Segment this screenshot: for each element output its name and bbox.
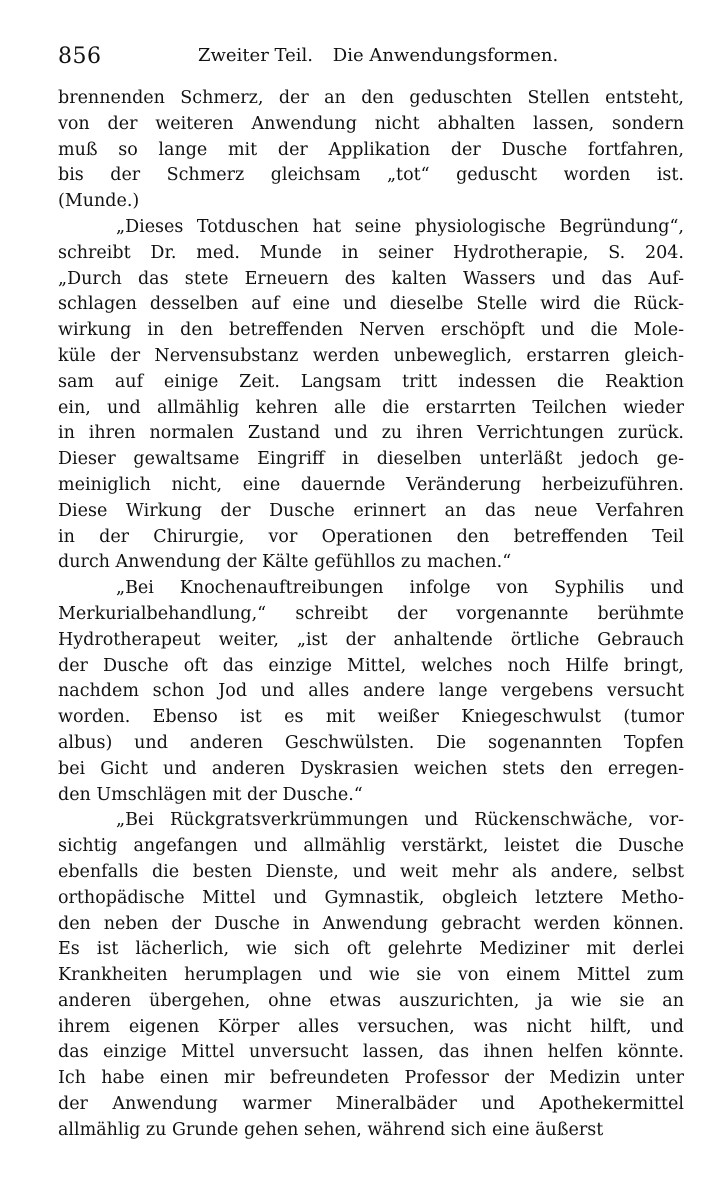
text-line: (Munde.) [58, 191, 140, 212]
page-header [58, 40, 684, 76]
text-line: „Durch das stete Erneuern des kalten Wassers und das Auf- [58, 268, 684, 289]
text-line: nachdem schon Jod und alles andere lange vergebens versucht [58, 681, 684, 702]
text-line: bei Gicht und anderen Dyskrasien weichen stets den erregen- [58, 758, 684, 779]
text-line: der Anwendung warmer Mineralbäder und Apothekermittel [58, 1094, 684, 1115]
paragraph [58, 86, 684, 215]
text-line: ihrem eigenen Körper alles versuchen, was nicht hilft, und [58, 1016, 684, 1037]
text-line: in der Chirurgie, vor Operationen den betreffenden Teil [58, 526, 684, 547]
text-line: den neben der Dusche in Anwendung gebracht werden können. [58, 913, 684, 934]
text-line: meiniglich nicht, eine dauernde Veränderung herbeizuführen. [58, 474, 684, 495]
text-line: Diese Wirkung der Dusche erinnert an das neue Verfahren [58, 500, 684, 521]
text-line: „Bei Rückgratsverkrümmungen und Rückenschwäche, vor- [116, 810, 684, 831]
running-head-section: Die Anwendungsformen. [332, 45, 559, 66]
text-line: „Dieses Totduschen hat seine physiologische Begründung“, [116, 216, 684, 237]
text-line: muß so lange mit der Applikation der Dusche fortfahren, [58, 139, 684, 160]
text-line: Merkurialbehandlung,“ schreibt der vorgenannte berühmte [58, 603, 684, 624]
text-line: Es ist lächerlich, wie sich oft gelehrte Mediziner mit derlei [58, 939, 684, 960]
text-line: schlagen desselben auf eine und dieselbe Stelle wird die Rück- [58, 294, 684, 315]
text-line: brennenden Schmerz, der an den geduschten Stellen entsteht, [58, 88, 684, 108]
text-line: von der weiteren Anwendung nicht abhalten lassen, sondern [58, 113, 684, 134]
running-head [198, 45, 558, 66]
text-line: durch Anwendung der Kälte gefühllos zu machen.“ [58, 552, 512, 573]
text-line: „Bei Knochenauftreibungen infolge von Syphilis und [116, 578, 684, 599]
text-line: Dieser gewaltsame Eingriff in dieselben unterläßt jedoch ge- [58, 449, 684, 470]
paragraph [58, 215, 684, 576]
text-line: albus) und anderen Geschwülsten. Die sogenannten Topfen [58, 732, 684, 753]
text-line: allmählig zu Grunde gehen sehen, während sich eine äußerst [58, 1119, 604, 1140]
text-line: küle der Nervensubstanz werden unbeweglich, erstarren gleich- [58, 345, 684, 366]
text-line: den Umschlägen mit der Dusche.“ [58, 784, 363, 805]
page-number: 856 [58, 44, 102, 69]
body-text [58, 86, 684, 1144]
text-line: Krankheiten herumplagen und wie sie von einem Mittel zum [58, 965, 684, 986]
text-line: worden. Ebenso ist es mit weißer Kniegeschwulst (tumor [58, 707, 684, 728]
text-line: orthopädische Mittel und Gymnastik, obgleich letztere Metho- [58, 887, 684, 908]
text-line: Hydrotherapeut weiter, „ist der anhaltende örtliche Gebrauch [58, 629, 684, 650]
paragraph [58, 576, 684, 808]
running-head-part: Zweiter Teil. [198, 45, 314, 66]
text-line: in ihren normalen Zustand und zu ihren Verrichtungen zurück. [58, 423, 684, 444]
text-line: anderen übergehen, ohne etwas auszurichten, ja wie sie an [58, 990, 684, 1011]
text-line: ein, und allmählig kehren alle die erstarrten Teilchen wieder [58, 397, 684, 418]
text-line: sichtig angefangen und allmählig verstärkt, leistet die Dusche [58, 836, 684, 857]
text-line: schreibt Dr. med. Munde in seiner Hydrotherapie, S. 204. [58, 242, 684, 263]
text-line: bis der Schmerz gleichsam „tot“ geduscht worden ist. [58, 165, 684, 186]
text-line: ebenfalls die besten Dienste, und weit mehr als andere, selbst [58, 861, 684, 882]
text-line: der Dusche oft das einzige Mittel, welches noch Hilfe bringt, [58, 655, 684, 676]
paragraph [58, 808, 684, 1143]
text-line: Ich habe einen mir befreundeten Professor der Medizin unter [58, 1068, 684, 1089]
text-line: wirkung in den betreffenden Nerven erschöpft und die Mole- [58, 320, 684, 341]
text-line: das einzige Mittel unversucht lassen, das ihnen helfen könnte. [58, 1042, 684, 1063]
text-line: sam auf einige Zeit. Langsam tritt indessen die Reaktion [58, 371, 684, 392]
